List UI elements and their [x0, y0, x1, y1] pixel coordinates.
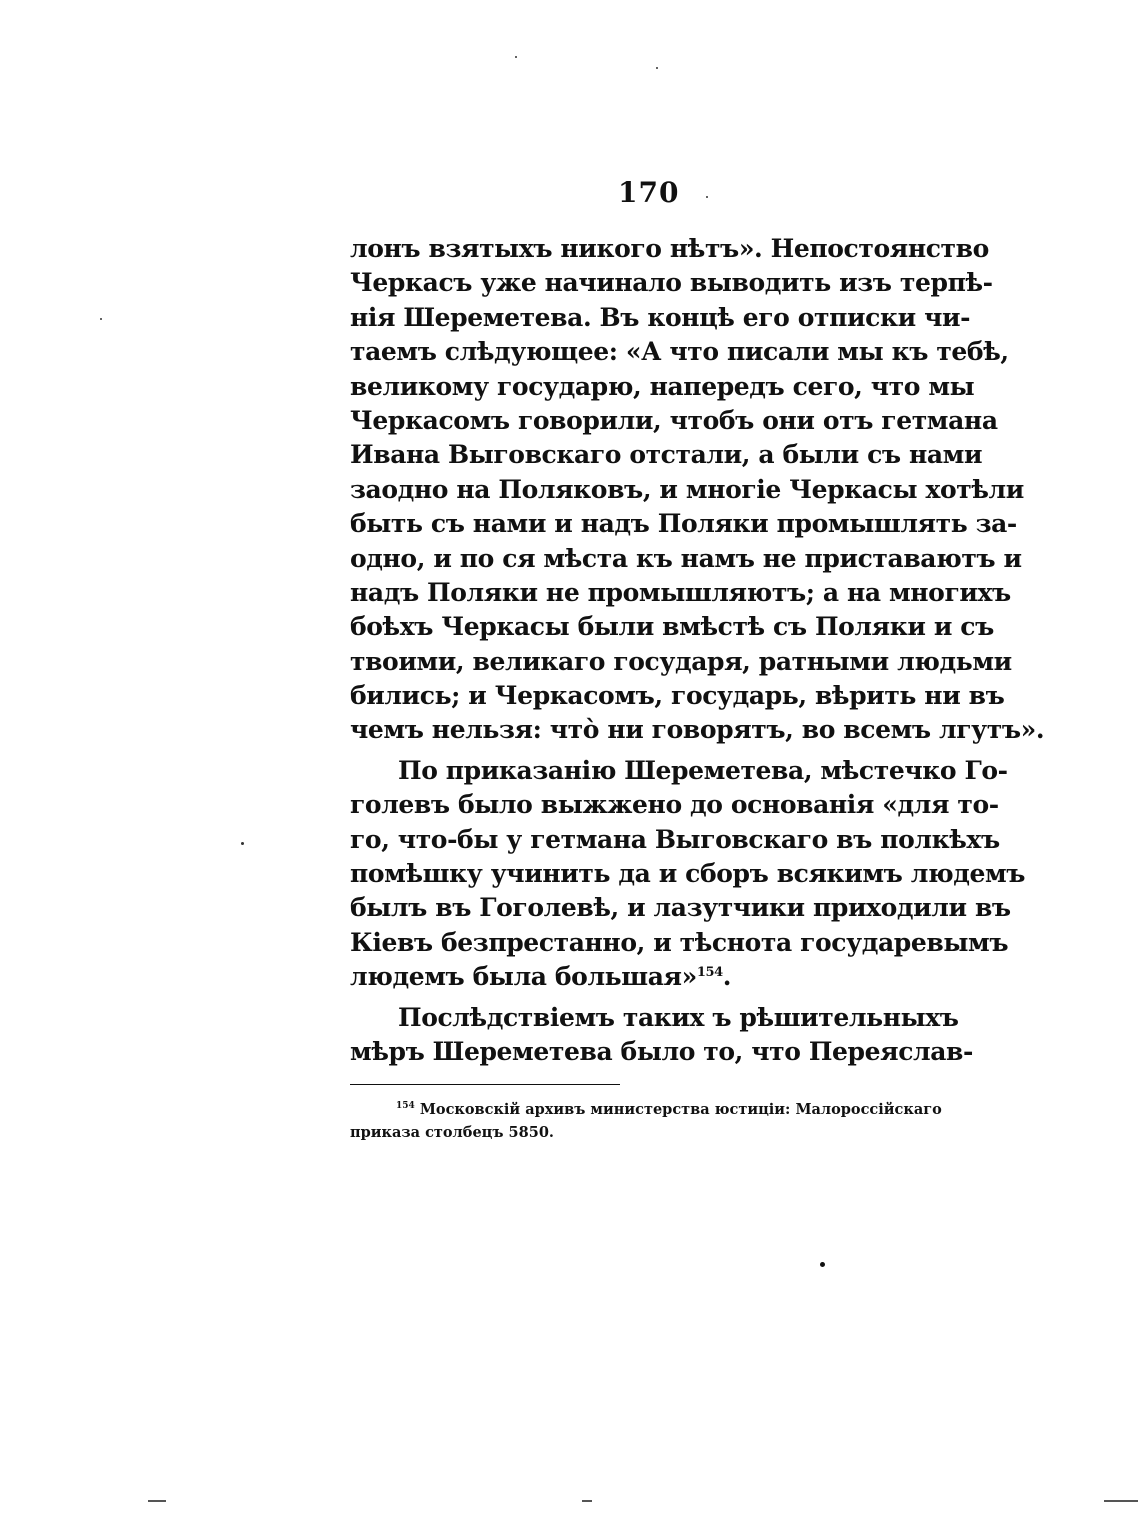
- scan-mark: [1104, 1500, 1138, 1502]
- text-line: голевъ было выжжено до основанія «для то-: [350, 790, 999, 820]
- scan-speck: [820, 1262, 825, 1267]
- text-line: лонъ взятыхъ никого нѣтъ». Непостоянство: [350, 234, 989, 263]
- text-line: таемъ слѣдующее: «А что писали мы къ тебѣ,: [350, 337, 1009, 367]
- text-line: Кіевъ безпрестанно, и тѣснота государевымъ: [350, 927, 1009, 957]
- text-line: нія Шереметева. Въ концѣ его отписки чи-: [350, 302, 971, 332]
- text-line: Послѣдствіемъ таких ъ рѣшительныхъ: [398, 1002, 959, 1032]
- paragraph-2: [350, 754, 1026, 995]
- text-line: великому государю, напередъ сего, что мы: [350, 371, 975, 401]
- paragraph-3: [350, 1001, 973, 1070]
- scan-speck: [241, 842, 244, 845]
- text-line: помѣшку учинить да и сборъ всякимъ людемъ: [350, 859, 1026, 889]
- text-line: быть съ нами и надъ Поляки промышлять за-: [350, 509, 1017, 539]
- text-line: Черкасомъ говорили, чтобъ они отъ гетмана: [350, 405, 998, 435]
- scan-speck: [706, 196, 708, 198]
- text-line: одно, и по ся мѣста къ намъ не приставаютъ и: [350, 543, 1022, 573]
- footnote-divider: [350, 1084, 620, 1085]
- footnote-reference[interactable]: 154: [696, 965, 723, 981]
- text-line-trailing: .: [722, 962, 732, 992]
- scan-speck: [656, 67, 658, 69]
- main-text: [350, 232, 1045, 1069]
- text-line: надъ Поляки не промышляютъ; а на многихъ: [350, 577, 1011, 607]
- text-line: бились; и Черкасомъ, государь, вѣрить ни въ: [350, 681, 1005, 711]
- footnote-marker: 154: [396, 1101, 415, 1111]
- footnote: [350, 1098, 942, 1144]
- page-number: 170: [618, 176, 680, 209]
- footnote-line: приказа столбецъ 5850.: [350, 1124, 554, 1141]
- text-line: По приказанію Шереметева, мѣстечко Го-: [398, 755, 1008, 785]
- text-line: заодно на Поляковъ, и многіе Черкасы хотѣли: [350, 474, 1024, 504]
- text-line: чемъ нельзя: чтò ни говорятъ, во всемъ лгутъ».: [350, 715, 1045, 745]
- paragraph-1: [350, 232, 1045, 748]
- text-line: былъ въ Гоголевѣ, и лазутчики приходили въ: [350, 893, 1011, 923]
- text-line: го, что-бы у гетмана Выговскаго въ полкѣхъ: [350, 824, 1000, 854]
- text-line: мѣръ Шереметева было то, что Переяслав-: [350, 1036, 973, 1066]
- text-line: Черкасъ уже начинало выводить изъ терпѣ-: [350, 268, 993, 298]
- text-line: Ивана Выговскаго отстали, а были съ нами: [350, 440, 983, 470]
- footnote-line: [350, 1098, 942, 1121]
- text-line: [350, 960, 934, 994]
- footnote-text: Московскій архивъ министерства юстиціи: Малороссійскаго: [419, 1101, 942, 1118]
- scan-mark: [582, 1500, 592, 1502]
- scan-mark: [148, 1500, 166, 1502]
- text-line: твоими, великаго государя, ратными людьми: [350, 646, 1012, 676]
- scan-speck: [100, 318, 102, 320]
- text-line-content: людемъ была большая»: [350, 962, 697, 992]
- scan-speck: [515, 56, 517, 58]
- text-line: боѣхъ Черкасы были вмѣстѣ съ Поляки и съ: [350, 612, 994, 642]
